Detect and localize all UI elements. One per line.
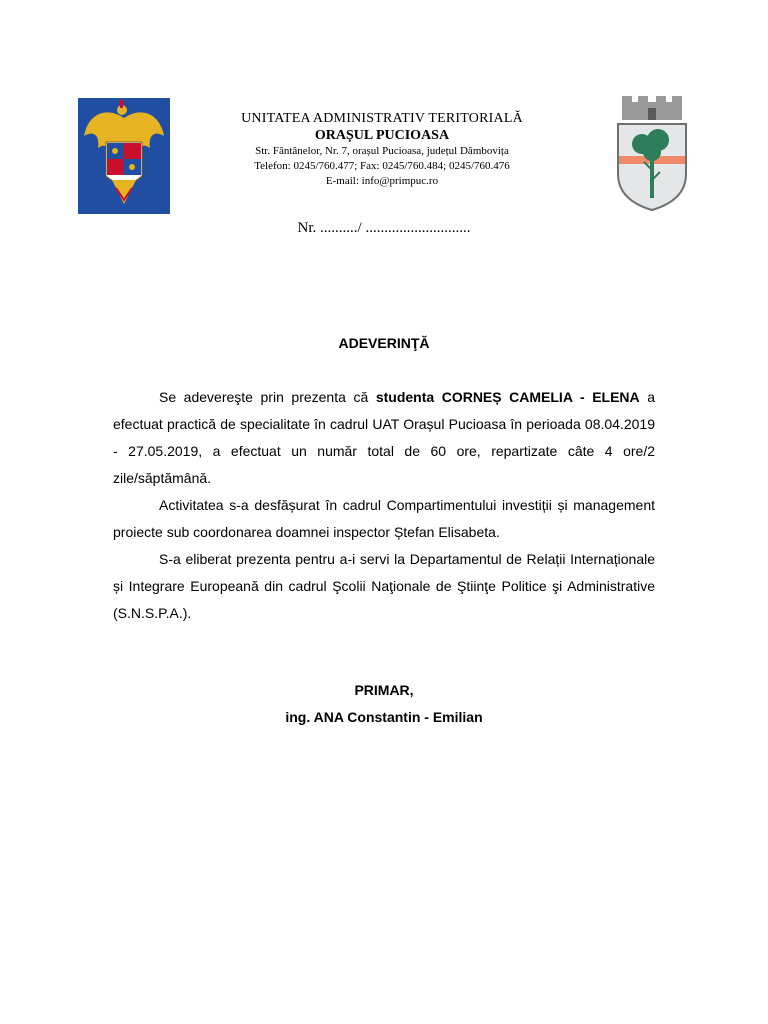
pucioasa-coat-of-arms-icon [612, 96, 692, 214]
institution-name: UNITATEA ADMINISTRATIV TERITORIALĂ [241, 111, 523, 126]
paragraph-2: Activitatea s-a desfășurat în cadrul Compartimentului investiții și management proiecte sub coordonarea doamnei inspector Ștefan Elisabeta. [113, 497, 655, 540]
city-name: ORAȘUL PUCIOASA [314, 128, 450, 143]
signature-name: ing. ANA Constantin - Emilian [285, 709, 483, 725]
paragraph-1 [113, 384, 655, 492]
letterhead [200, 110, 564, 189]
signature-role: PRIMAR, [354, 682, 414, 698]
document-title: ADEVERINŢĂ [338, 335, 430, 351]
romania-coat-of-arms-icon [76, 96, 172, 216]
student-name: studenta CORNEȘ CAMELIA - ELENA [375, 389, 640, 405]
paragraph-1-intro: Se adevereşte prin prezenta că [159, 389, 376, 405]
paragraph-3: S-a eliberat prezenta pentru a-i servi la Departamentul de Relații Internaționale și Integrare Europeană din cadrul Şcolii Naţionale de Ştiinţe Politice şi Administrative (S.N.S.P.A.). [113, 551, 655, 621]
document-body [113, 384, 655, 627]
email-line: E-mail: info@primpuc.ro [325, 175, 439, 187]
registration-number: Nr. ........../ ............................ [297, 220, 471, 236]
paragraph-1-rest: a efectuat practică de specialitate în cadrul UAT Orașul Pucioasa în perioada 08.04.2019 - 27.05.2019, a efectuat un număr total de 60 ore, repartizate câte 4 ore/2 zile/săptămână. [113, 389, 656, 486]
phone-line: Telefon: 0245/760.477; Fax: 0245/760.484; 0245/760.476 [254, 160, 510, 172]
address-line: Str. Fântânelor, Nr. 7, orașul Pucioasa, județul Dâmbovița [255, 145, 509, 157]
